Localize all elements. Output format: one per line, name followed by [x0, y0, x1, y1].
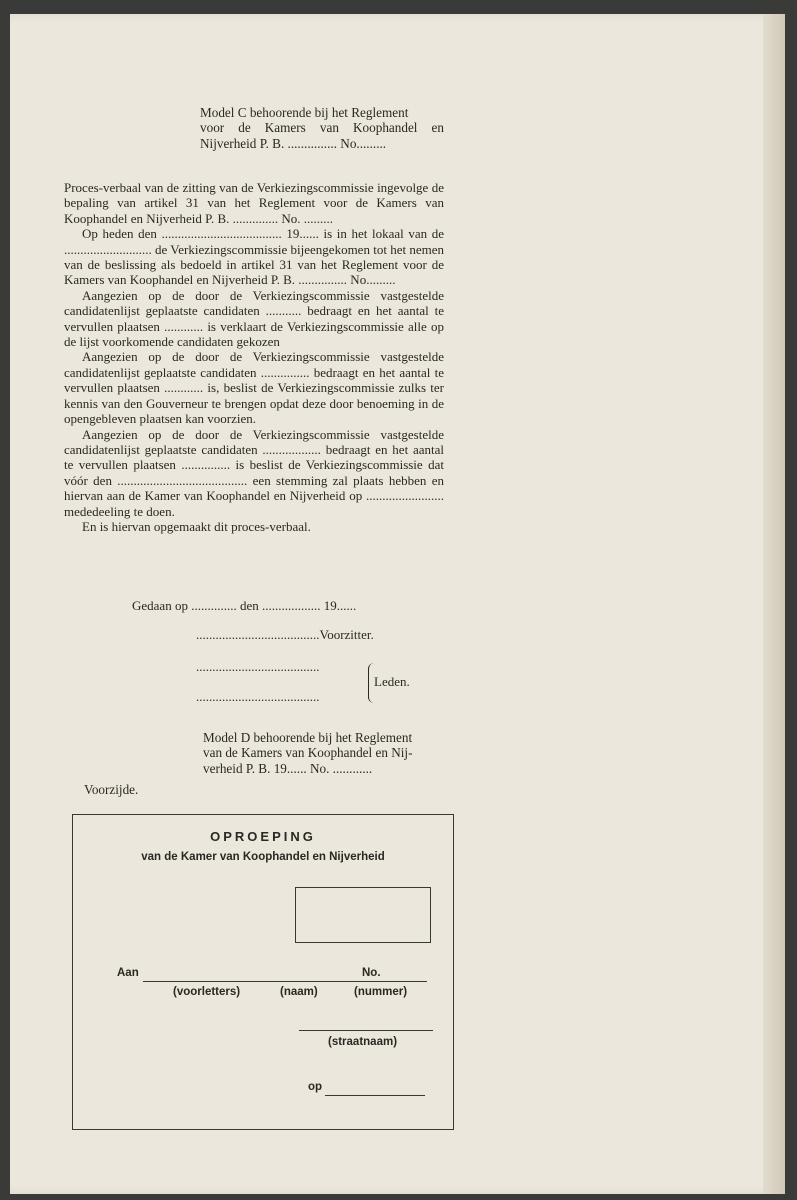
straatnaam-label: (straatnaam) [328, 1036, 398, 1048]
leden-line-2: ...................................... [196, 689, 320, 704]
form-subtitle: van de Kamer van Koophandel en Nijverheid [141, 851, 385, 863]
model-d-line3: verheid P. B. 19...... No. ............ [203, 760, 373, 776]
straatnaam-underline [299, 1030, 433, 1031]
model-c-line1: Model C behoorende bij het Reglement [200, 105, 409, 120]
voorzijde-label: Voorzijde. [84, 782, 139, 797]
model-d-line2: van de Kamers van Koophandel en Nij- [203, 745, 413, 761]
document-page [10, 14, 785, 1194]
model-d-line1: Model D behoorende bij het Reglement [203, 730, 413, 745]
paragraph-5: En is hiervan opgemaakt dit proces-verbaal. [82, 518, 311, 534]
oproeping-form [72, 814, 454, 1130]
aan-label: Aan [117, 967, 139, 979]
no-label: No. [362, 967, 381, 979]
paragraph-1: Op heden den ..................................... 19...... is in het lokaal van de ........................... de Verkiezingscommissie bijeengekomen tot het nemen van de beslissing als bedoeld in artikel 31 van het Reglement voor de Kamers van Koophandel en Nijverheid P. B. ............... No......... [64, 226, 444, 288]
paragraph-4: Aangezien op de door de Verkiezingscommissie vastgestelde candidatenlijst geplaatste candidaten .................. bedraagt en het aantal te vervullen plaatsen ............... is beslist de Verkiezingscommissie dat vóór den ........................................ een stemming zal plaats hebben en hiervan aan de Kamer van Koophandel en Nijverheid op ........................ mededeeling te doen. [64, 426, 444, 519]
model-c-line2: voor de Kamers van Koophandel en [200, 120, 444, 136]
paragraph-2: Aangezien op de door de Verkiezingscommissie vastgestelde candidatenlijst geplaatste candidaten ........... bedraagt en het aantal te vervullen plaatsen ............ is verklaart de Verkiezingscommissie alle op de lijst voorkomende candidaten gekozen [64, 287, 444, 350]
proces-verbaal-body [64, 180, 444, 534]
gedaan-line: Gedaan op .............. den .................. 19...... [132, 598, 357, 613]
voorzitter-line: ......................................Voorzitter. [196, 627, 374, 642]
page-spine [763, 14, 785, 1194]
model-d-header [203, 730, 447, 776]
aan-underline [143, 981, 427, 982]
leden-label: Leden. [374, 674, 410, 689]
voorletters-label: (voorletters) [173, 986, 241, 998]
nummer-label: (nummer) [354, 986, 408, 998]
form-title: OPROEPING [210, 829, 316, 844]
op-underline [325, 1095, 425, 1096]
model-c-header [200, 105, 444, 151]
leden-line-1: ...................................... [196, 659, 320, 674]
model-c-line3: Nijverheid P. B. ............... No......... [200, 135, 387, 151]
naam-label: (naam) [280, 986, 318, 998]
op-label: op [308, 1081, 323, 1093]
stamp-box [295, 887, 431, 943]
proces-verbaal-title: Proces-verbaal van de zitting van de Verkiezingscommissie ingevolge de bepaling van artikel 31 van het Reglement voor de Kamers van Koophandel en Nijverheid P. B. .............. No. ......... [64, 180, 444, 226]
paragraph-3: Aangezien op de door de Verkiezingscommissie vastgestelde candidatenlijst geplaatste candidaten ............... bedraagt en het aantal te vervullen plaatsen ............ is, beslist de Verkiezingscommissie zulks ter kennis van den Gouverneur te brengen opdat deze door benoeming in de opengebleven plaatsen kan voorzien. [64, 349, 444, 427]
